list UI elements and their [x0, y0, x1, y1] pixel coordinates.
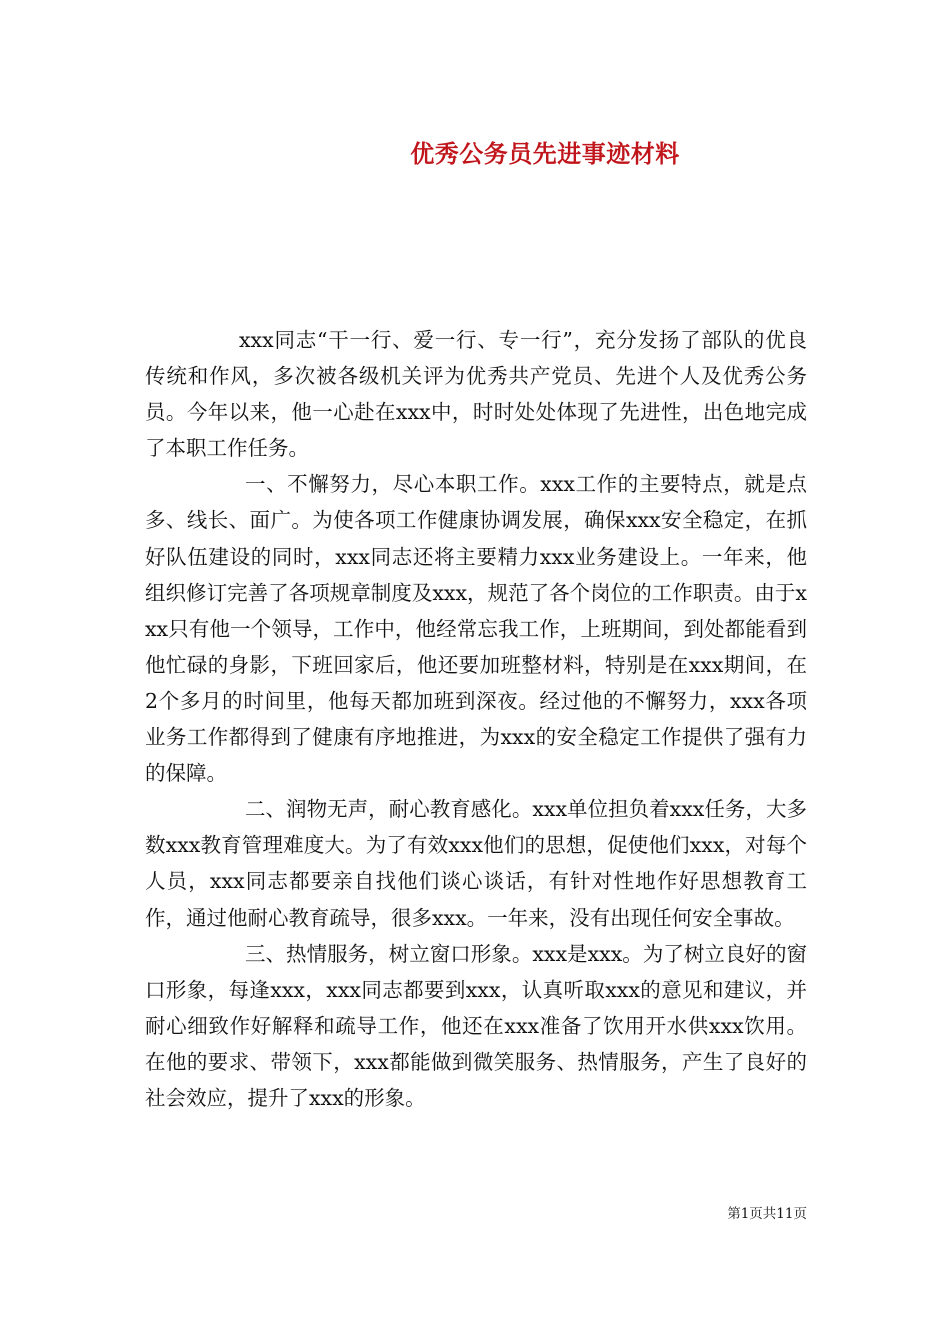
- paragraph-intro: xxx同志“干一行、爱一行、专一行”，充分发扬了部队的优良传统和作风，多次被各级机关评为优秀共产党员、先进个人及优秀公务员。今年以来，他一心赴在xxx中，时时处处体现了先进性，出色地完成了本职工作任务。: [145, 328, 807, 461]
- paragraph-section-3: 三、热情服务，树立窗口形象。xxx是xxx。为了树立良好的窗口形象，每逢xxx，xxx同志都要到xxx，认真听取xxx的意见和建议，并耐心细致作好解释和疏导工作，他还在xxx准备了饮用开水供xxx饮用。在他的要求、带领下，xxx都能做到微笑服务、热情服务，产生了良好的社会效应，提升了xxx的形象。: [145, 941, 807, 1110]
- document-title: 优秀公务员先进事迹材料: [410, 139, 680, 168]
- page-number-footer: 第1页共11页: [727, 1206, 807, 1222]
- paragraph-section-2: 二、润物无声，耐心教育感化。xxx单位担负着xxx任务，大多数xxx教育管理难度大。为了有效xxx他们的思想，促使他们xxx，对每个人员，xxx同志都要亲自找他们谈心谈话，有针对性地作好思想教育工作，通过他耐心教育疏导，很多xxx。一年来，没有出现任何安全事故。: [145, 797, 807, 930]
- document-body: [145, 322, 807, 1116]
- paragraph-section-1: 一、不懈努力，尽心本职工作。xxx工作的主要特点，就是点多、线长、面广。为使各项工作健康协调发展，确保xxx安全稳定，在抓好队伍建设的同时，xxx同志还将主要精力xxx业务建设上。一年来，他组织修订完善了各项规章制度及xxx，规范了各个岗位的工作职责。由于xxx只有他一个领导，工作中，他经常忘我工作，上班期间，到处都能看到他忙碌的身影，下班回家后，他还要加班整材料，特别是在xxx期间，在2个多月的时间里，他每天都加班到深夜。经过他的不懈努力，xxx各项业务工作都得到了健康有序地推进，为xxx的安全稳定工作提供了强有力的保障。: [145, 472, 807, 786]
